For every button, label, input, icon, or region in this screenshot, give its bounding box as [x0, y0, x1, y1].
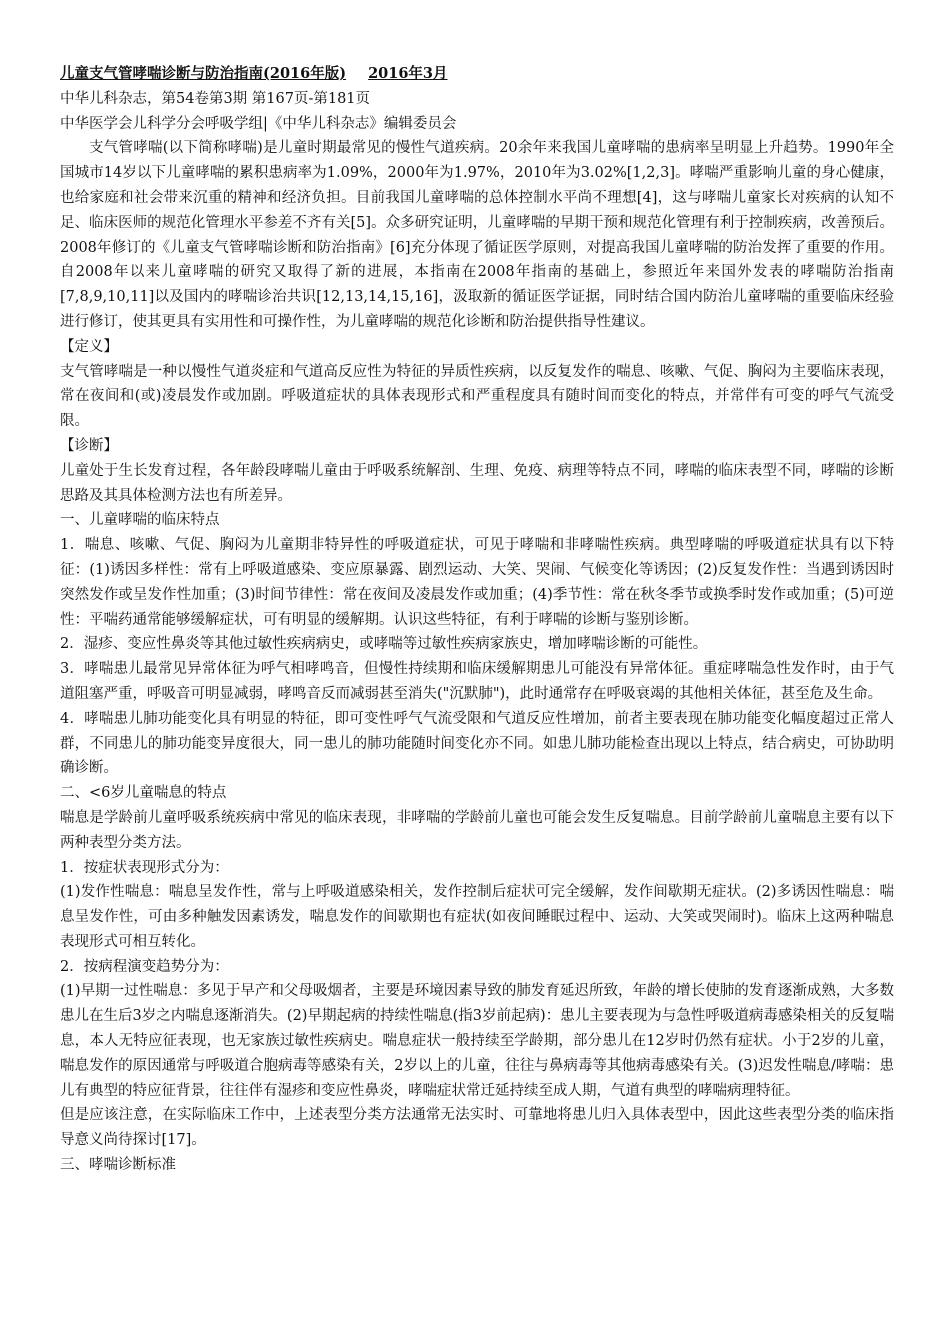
wheeze-classification-2-heading: 2．按病程演变趋势分为：	[60, 958, 229, 975]
section-heading-diagnostic-criteria: 三、哮喘诊断标准	[60, 1157, 176, 1174]
clinical-feature-2: 2．湿疹、变应性鼻炎等其他过敏性疾病病史，或哮喘等过敏性疾病家族史，增加哮喘诊断的可能性。	[60, 636, 708, 653]
diagnosis-heading: 【诊断】	[60, 437, 118, 454]
wheeze-caveat-paragraph: 但是应该注意，在实际临床工作中，上述表型分类方法通常无法实时、可靠地将患儿归入具体表型中，因此这些表型分类的临床指导意义尚待探讨[17]。	[60, 1107, 894, 1149]
clinical-feature-3: 3．哮喘患儿最常见异常体征为呼气相哮鸣音，但慢性持续期和临床缓解期患儿可能没有异常体征。重症哮喘急性发作时，由于气道阻塞严重，呼吸音可明显减弱，哮鸣音反而减弱甚至消失("沉默肺")，此时通常存在呼吸衰竭的其他相关体征，甚至危及生命。	[60, 661, 894, 702]
clinical-feature-1: 1．喘息、咳嗽、气促、胸闷为儿童期非特异性的呼吸道症状，可见于哮喘和非哮喘性疾病。典型哮喘的呼吸道症状具有以下特征：(1)诱因多样性：常有上呼吸道感染、变应原暴露、剧烈运动、大笑、哭闹、气候变化等诱因；(2)反复发作性：当遇到诱因时突然发作或呈发作性加重；(3)时间节律性：常在夜间及凌晨发作或加重；(4)季节性：常在秋冬季节或换季时发作或加重；(5)可逆性：平喘药通常能够缓解症状，可有明显的缓解期。认识这些特征，有利于哮喘的诊断与鉴别诊断。	[60, 537, 894, 628]
publication-date: 2016年3月	[368, 65, 448, 82]
document-title-line	[60, 62, 894, 87]
diagnosis-intro-paragraph: 儿童处于生长发育过程，各年龄段哮喘儿童由于呼吸系统解剖、生理、免疫、病理等特点不同，哮喘的临床表型不同，哮喘的诊断思路及其具体检测方法也有所差异。	[60, 462, 894, 504]
definition-paragraph: 支气管哮喘是一种以慢性气道炎症和气道高反应性为特征的异质性疾病，以反复发作的喘息、咳嗽、气促、胸闷为主要临床表现，常在夜间和(或)凌晨发作或加剧。呼吸道症状的具体表现形式和严重程度具有随时间而变化的特点，并常伴有可变的呼气气流受限。	[60, 363, 894, 430]
section-heading-wheeze-under-6: 二、<6岁儿童喘息的特点	[60, 785, 227, 802]
author-line: 中华医学会儿科学分会呼吸学组|《中华儿科杂志》编辑委员会	[60, 115, 457, 132]
document-title: 儿童支气管哮喘诊断与防治指南(2016年版)	[60, 65, 347, 82]
definition-heading: 【定义】	[60, 338, 118, 355]
wheeze-classification-2-body: (1)早期一过性喘息：多见于早产和父母吸烟者，主要是环境因素导致的肺发育延迟所致，年龄的增长使肺的发育逐渐成熟，大多数患儿在生后3岁之内喘息逐渐消失。(2)早期起病的持续性喘息(指3岁前起病)：患儿主要表现为与急性呼吸道病毒感染相关的反复喘息，本人无特应征表现，也无家族过敏性疾病史。喘息症状一般持续至学龄期，部分患儿在12岁时仍然有症状。小于2岁的儿童，喘息发作的原因通常与呼吸道合胞病毒等感染有关，2岁以上的儿童，往往与鼻病毒等其他病毒感染有关。(3)迟发性喘息/哮喘：患儿有典型的特应征背景，往往伴有湿疹和变应性鼻炎，哮喘症状常迁延持续至成人期，气道有典型的哮喘病理特征。	[60, 983, 894, 1099]
journal-citation: 中华儿科杂志，第54卷第3期 第167页-第181页	[60, 90, 371, 107]
document-page	[60, 62, 894, 1178]
section-heading-clinical-features: 一、儿童哮喘的临床特点	[60, 512, 220, 529]
wheeze-intro-paragraph: 喘息是学龄前儿童呼吸系统疾病中常见的临床表现，非哮喘的学龄前儿童也可能会发生反复喘息。目前学龄前儿童喘息主要有以下两种表型分类方法。	[60, 809, 894, 851]
clinical-feature-4: 4．哮喘患儿肺功能变化具有明显的特征，即可变性呼气气流受限和气道反应性增加，前者主要表现在肺功能变化幅度超过正常人群，不同患儿的肺功能变异度很大，同一患儿的肺功能随时间变化亦不同。如患儿肺功能检查出现以上特点，结合病史，可协助明确诊断。	[60, 710, 894, 777]
intro-paragraph: 支气管哮喘(以下简称哮喘)是儿童时期最常见的慢性气道疾病。20余年来我国儿童哮喘的患病率呈明显上升趋势。1990年全国城市14岁以下儿童哮喘的累积患病率为1.09%，2000年为1.97%，2010年为3.02%[1,2,3]。哮喘严重影响儿童的身心健康，也给家庭和社会带来沉重的精神和经济负担。目前我国儿童哮喘的总体控制水平尚不理想[4]，这与哮喘儿童家长对疾病的认知不足、临床医师的规范化管理水平参差不齐有关[5]。众多研究证明，儿童哮喘的早期干预和规范化管理有利于控制疾病，改善预后。2008年修订的《儿童支气管哮喘诊断和防治指南》[6]充分体现了循证医学原则，对提高我国儿童哮喘的防治发挥了重要的作用。自2008年以来儿童哮喘的研究又取得了新的进展，本指南在2008年指南的基础上，参照近年来国外发表的哮喘防治指南[7,8,9,10,11]以及国内的哮喘诊治共识[12,13,14,15,16]，汲取新的循证医学证据，同时结合国内防治儿童哮喘的重要临床经验进行修订，使其更具有实用性和可操作性，为儿童哮喘的规范化诊断和防治提供指导性建议。	[60, 140, 894, 330]
wheeze-classification-1-heading: 1．按症状表现形式分为：	[60, 859, 229, 876]
wheeze-classification-1-body: (1)发作性喘息：喘息呈发作性，常与上呼吸道感染相关，发作控制后症状可完全缓解，发作间歇期无症状。(2)多诱因性喘息：喘息呈发作性，可由多种触发因素诱发，喘息发作的间歇期也有症状(如夜间睡眠过程中、运动、大笑或哭闹时)。临床上这两种喘息表现形式可相互转化。	[60, 884, 894, 950]
